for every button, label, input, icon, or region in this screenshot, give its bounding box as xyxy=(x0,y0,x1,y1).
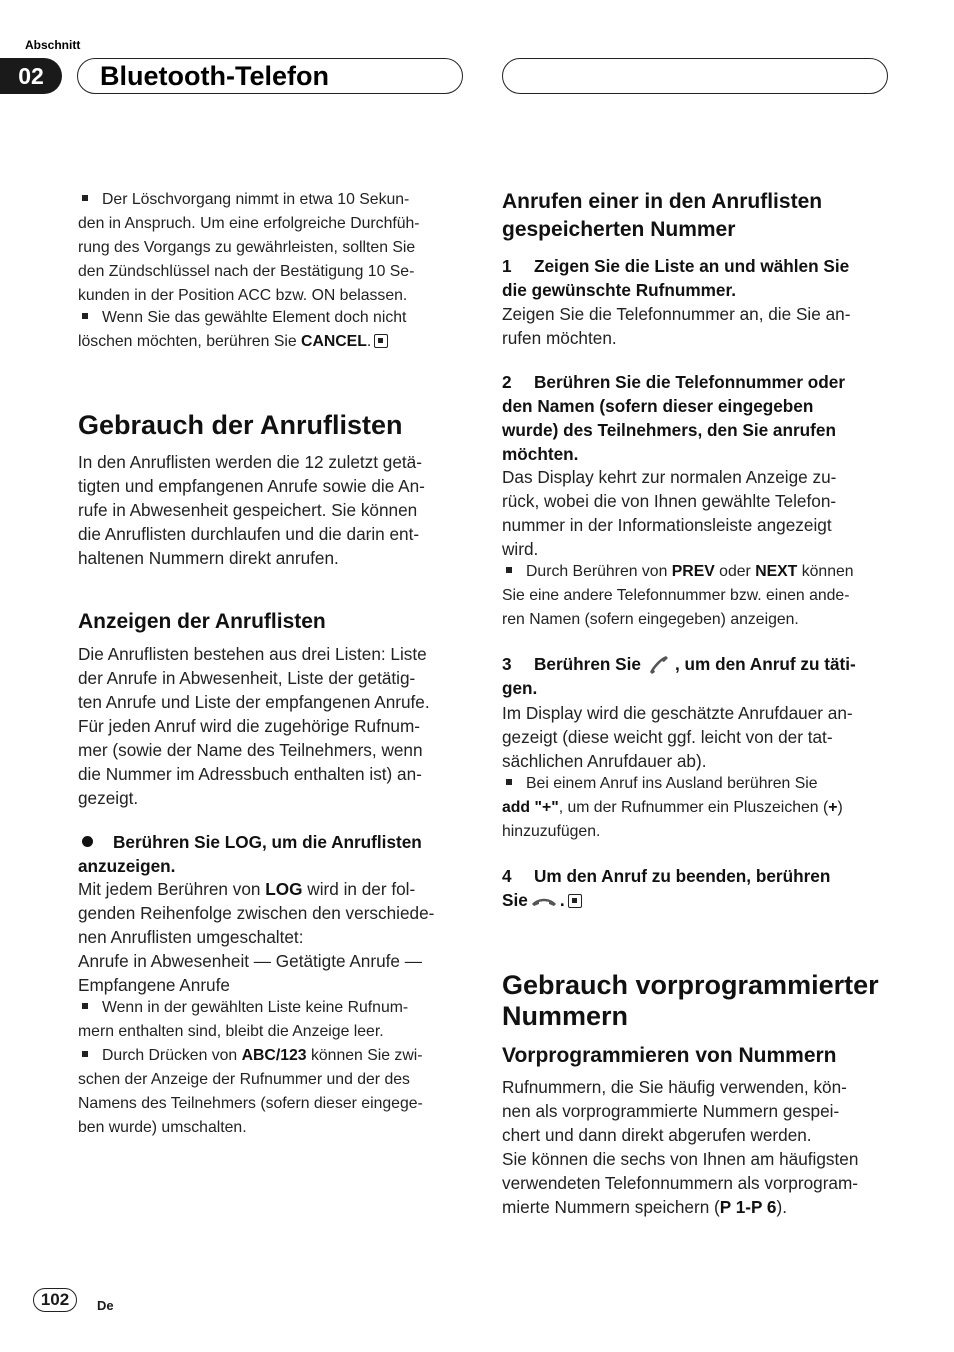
text-line: ). xyxy=(776,1197,787,1217)
note-bullet-icon xyxy=(506,567,512,573)
step-line: Um den Anruf zu beenden, berühren xyxy=(534,866,831,886)
text-line: Rufnummern, die Sie häufig verwenden, kön- xyxy=(502,1077,847,1097)
text-line: In den Anruflisten werden die 12 zuletzt getä- xyxy=(78,452,422,472)
note-cancel xyxy=(78,306,468,354)
text-line: wird. xyxy=(502,539,539,559)
plus-sign: + xyxy=(828,799,838,816)
note-line: Der Löschvorgang nimmt in etwa 10 Sekun- xyxy=(102,191,410,208)
note-line: oder xyxy=(714,563,756,580)
step-number: 2 xyxy=(502,372,512,392)
page-number: 102 xyxy=(33,1288,77,1312)
step-line: Berühren Sie xyxy=(534,654,641,674)
heading-line: gespeicherten Nummer xyxy=(502,218,736,241)
note-line: Sie eine andere Telefonnummer bzw. einen ande- xyxy=(502,587,850,604)
step-2 xyxy=(502,370,892,466)
step-line: . xyxy=(559,890,565,910)
step-line: wurde) des Teilnehmers, den Sie anrufen xyxy=(502,420,836,440)
note-prev-next xyxy=(502,560,894,632)
text-line: die Anruflisten durchlaufen und die darin ent- xyxy=(78,524,420,544)
text-line: Anrufe in Abwesenheit — Getätigte Anrufe — xyxy=(78,951,422,971)
note-line: Bei einem Anruf ins Ausland berühren Sie xyxy=(526,775,818,792)
step-number: 1 xyxy=(502,256,512,276)
prev-key-label: PREV xyxy=(671,563,715,580)
subheading-program-numbers: Vorprogrammieren von Nummern xyxy=(502,1044,837,1067)
step-line: Zeigen Sie die Liste an und wählen Sie xyxy=(534,256,850,276)
note-line: hinzuzufügen. xyxy=(502,823,601,840)
text-line: Empfangene Anrufe xyxy=(78,975,230,995)
abc123-key-label: ABC/123 xyxy=(241,1047,307,1064)
note-empty-list xyxy=(78,996,468,1044)
step-line: möchten. xyxy=(502,444,579,464)
text-line: Im Display wird die geschätzte Anrufdauer an- xyxy=(502,703,853,723)
add-plus-key-label: add "+" xyxy=(502,799,559,816)
text-line: Das Display kehrt zur normalen Anzeige zu- xyxy=(502,467,837,487)
step-line: Berühren Sie die Telefonnummer oder xyxy=(534,372,846,392)
text-line: rufen möchten. xyxy=(502,328,617,348)
section-heading-preset-numbers xyxy=(502,970,879,1032)
step-line: Berühren Sie LOG, um die Anruflisten xyxy=(113,832,422,852)
heading-line: Nummern xyxy=(502,1001,629,1031)
end-of-section-icon xyxy=(568,894,582,908)
step-1 xyxy=(502,254,892,302)
text-line: Sie können die sechs von Ihnen am häufigsten xyxy=(502,1149,859,1169)
text-line: Zeigen Sie die Telefonnummer an, die Sie an- xyxy=(502,304,851,324)
note-bullet-icon xyxy=(82,1051,88,1057)
text-line: genden Reihenfolge zwischen den verschiede- xyxy=(78,903,435,923)
text-line: gezeigt (diese weicht ggf. leicht von der tat- xyxy=(502,727,833,747)
note-punct: . xyxy=(366,333,372,350)
note-line: ren Namen (sofern eingegeben) anzeigen. xyxy=(502,611,799,628)
text-line: chert und dann direkt abgerufen werden. xyxy=(502,1125,812,1145)
note-line: mern enthalten sind, bleibt die Anzeige leer. xyxy=(78,1023,384,1040)
text-line: die Nummer im Adressbuch enthalten ist) an- xyxy=(78,764,422,784)
text-line: sächlichen Anrufdauer ab). xyxy=(502,751,707,771)
text-line: rück, wobei die von Ihnen gewählte Telefon- xyxy=(502,491,837,511)
note-line: können xyxy=(797,563,854,580)
chapter-number: 02 xyxy=(0,58,62,94)
note-abc123 xyxy=(78,1044,470,1140)
text-line: wird in der fol- xyxy=(302,879,416,899)
preset-range-label: P 1-P 6 xyxy=(719,1197,777,1217)
step-line: den Namen (sofern dieser eingegeben xyxy=(502,396,814,416)
step-line: anzuzeigen. xyxy=(78,856,176,876)
text-line: rufe in Abwesenheit gespeichert. Sie können xyxy=(78,500,418,520)
note-line: Wenn Sie das gewählte Element doch nicht xyxy=(102,309,407,326)
heading-line: Gebrauch vorprogrammierter xyxy=(502,970,879,1000)
note-line: den Zündschlüssel nach der Bestätigung 10 Se- xyxy=(78,263,415,280)
heading-line: Anrufen einer in den Anruflisten xyxy=(502,190,823,213)
note-line: löschen möchten, berühren Sie xyxy=(78,333,302,350)
step-4 xyxy=(502,864,892,912)
section-label: Abschnitt xyxy=(25,38,81,52)
text-line: nen Anruflisten umgeschaltet: xyxy=(78,927,304,947)
note-deletion-time xyxy=(78,188,468,308)
step-1-text xyxy=(502,302,892,350)
text-line: haltenen Nummern direkt anrufen. xyxy=(78,548,339,568)
step-line: die gewünschte Rufnummer. xyxy=(502,280,736,300)
note-line: ben wurde) umschalten. xyxy=(78,1119,247,1136)
text-line: gezeigt. xyxy=(78,788,139,808)
step-number: 3 xyxy=(502,654,512,674)
step-number: 4 xyxy=(502,866,512,886)
step-2-text xyxy=(502,465,892,561)
text-line: der Anrufe in Abwesenheit, Liste der getätig- xyxy=(78,668,416,688)
note-line: , um der Rufnummer ein Pluszeichen ( xyxy=(558,799,829,816)
subheading-show-call-lists: Anzeigen der Anruflisten xyxy=(78,610,326,633)
text-line: Für jeden Anruf wird die zugehörige Rufnum- xyxy=(78,716,421,736)
note-line: rung des Vorgangs zu gewährleisten, sollten Sie xyxy=(78,239,416,256)
note-line: Wenn in der gewählten Liste keine Rufnum- xyxy=(102,999,409,1016)
text-line: tigten und empfangenen Anrufe sowie die An- xyxy=(78,476,425,496)
text-line: Die Anruflisten bestehen aus drei Listen: Liste xyxy=(78,644,427,664)
note-bullet-icon xyxy=(506,779,512,785)
text-line: nummer in der Informationsleiste angezeigt xyxy=(502,515,832,535)
note-bullet-icon xyxy=(82,313,88,319)
note-line: Durch Berühren von xyxy=(526,563,672,580)
step-3 xyxy=(502,652,892,700)
note-line: können Sie zwi- xyxy=(306,1047,423,1064)
section-heading-call-lists: Gebrauch der Anruflisten xyxy=(78,410,403,440)
text-line: ten Anrufe und Liste der empfangenen Anrufe. xyxy=(78,692,430,712)
cancel-key-label: CANCEL xyxy=(301,333,367,350)
language-code: De xyxy=(97,1298,114,1313)
note-punct: ) xyxy=(837,799,843,816)
note-line: Namens des Teilnehmers (sofern dieser eingege- xyxy=(78,1095,423,1112)
step-bullet-icon xyxy=(82,836,93,847)
log-cycle-text xyxy=(78,877,468,997)
step-line: Sie xyxy=(502,890,528,910)
step-3-text xyxy=(502,701,892,773)
log-key-label: LOG xyxy=(265,879,303,899)
show-call-lists-text xyxy=(78,642,468,810)
note-line: Durch Drücken von xyxy=(102,1047,242,1064)
text-line: nen als vorprogrammierte Nummern gespei- xyxy=(502,1101,840,1121)
subheading-call-from-list xyxy=(502,188,822,244)
note-bullet-icon xyxy=(82,1003,88,1009)
call-lists-intro xyxy=(78,450,468,570)
preset-numbers-text xyxy=(502,1075,894,1219)
step-line: , um den Anruf zu täti- xyxy=(674,654,856,674)
note-line: kunden in der Position ACC bzw. ON belassen. xyxy=(78,287,408,304)
step-line: gen. xyxy=(502,678,538,698)
text-line: verwendeten Telefonnummern als vorprogram- xyxy=(502,1173,859,1193)
text-line: Mit jedem Berühren von xyxy=(78,879,266,899)
end-of-section-icon xyxy=(374,334,388,348)
note-line: schen der Anzeige der Rufnummer und der des xyxy=(78,1071,410,1088)
next-key-label: NEXT xyxy=(755,563,798,580)
note-international xyxy=(502,772,894,844)
note-line: den in Anspruch. Um eine erfolgreiche Durchfüh- xyxy=(78,215,420,232)
text-line: mierte Nummern speichern ( xyxy=(502,1197,720,1217)
note-bullet-icon xyxy=(82,195,88,201)
phone-call-icon xyxy=(645,653,671,675)
text-line: mer (sowie der Name des Teilnehmers, wenn xyxy=(78,740,423,760)
chapter-right-frame xyxy=(502,58,888,94)
chapter-title: Bluetooth-Telefon xyxy=(100,61,329,91)
hang-up-icon xyxy=(530,890,558,904)
step-touch-log xyxy=(78,830,468,878)
